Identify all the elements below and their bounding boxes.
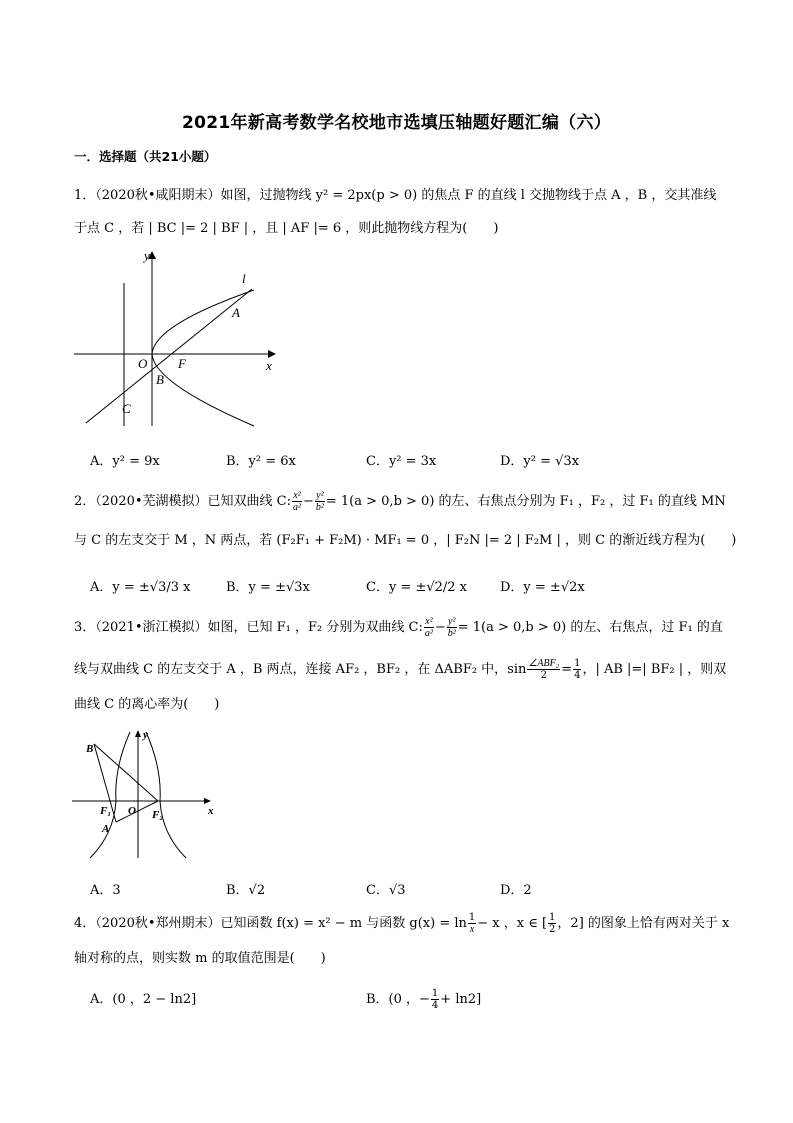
q3-label-x: x: [208, 805, 214, 817]
q3-minus: −: [434, 620, 446, 635]
page-title: 2021年新高考数学名校地市选填压轴题好题汇编（六）: [181, 113, 612, 133]
section-heading: 一．选择题（共21小题）: [74, 149, 217, 164]
q3-label-F2: F₂: [152, 809, 164, 821]
q1-label-F: F: [178, 356, 186, 371]
q3-equals: =: [561, 662, 573, 677]
q1-label-B: B: [156, 372, 164, 387]
q1-option-c[interactable]: C．y² = 3x: [366, 454, 437, 469]
q3-text-line1: [74, 616, 723, 639]
q2-text-line1: [74, 490, 726, 513]
q3-text-line3: 曲线 C 的离心率为( ): [74, 697, 220, 712]
q2-text-line1-b: = 1(a > 0,b > 0) 的左、右焦点分别为 F₁ ，F₂ ，过 F₁ 的直线 MN: [325, 494, 726, 509]
q1-label-l: l: [242, 271, 246, 286]
q2-option-a[interactable]: A．y = ±√3/3 x: [90, 580, 191, 595]
q2-fraction-y2-b2: $\frac{\text{y²}}{\text{b²}}$: [315, 490, 324, 513]
q4-text-line1-c: ，2] 的图象上恰有两对关于 x: [557, 916, 730, 931]
q4-text-line2: 轴对称的点，则实数 m 的取值范围是( ): [74, 951, 326, 966]
q3-option-b[interactable]: B．√2: [226, 883, 266, 898]
q3-label-F1: F₁: [100, 805, 112, 817]
q4-option-b[interactable]: B．(0 ，− $\frac{1}{4}$ + ln2]: [366, 988, 482, 1011]
q3-text-line1-b: = 1(a > 0,b > 0) 的左、右焦点，过 F₁ 的直: [457, 620, 723, 635]
q1-option-a[interactable]: A．y² = 9x: [90, 454, 160, 469]
q2-option-b[interactable]: B．y = ±√3x: [226, 580, 310, 595]
q4-text-line1-b: − x ，x ∈ [: [477, 916, 548, 931]
q1-option-d[interactable]: D．y² = √3x: [500, 454, 580, 469]
q3-option-c[interactable]: C．√3: [366, 883, 406, 898]
q4-fraction-quarter: $\frac{1}{4}$: [431, 988, 439, 1011]
q3-text-line2-b: ，| AB |=| BF₂ | ，则双: [582, 662, 727, 677]
q1-label-y: y: [144, 248, 150, 263]
q2-option-c[interactable]: C．y = ±√2/2 x: [366, 580, 468, 595]
q1-option-b[interactable]: B．y² = 6x: [226, 454, 296, 469]
q3-fraction-x2-a2: $\frac{\text{x²}}{\text{a²}}$: [424, 616, 433, 639]
q2-text-line1-a: 2．（2020•芜湖模拟）已知双曲线 C:: [74, 494, 291, 509]
q1-label-A: A: [232, 305, 240, 320]
q4-fraction-half: $\frac{1}{2}$: [549, 912, 556, 935]
q3-option-d[interactable]: D．2: [500, 883, 532, 898]
q3-text-line2-a: 线与双曲线 C 的左支交于 A ，B 两点，连接 AF₂ ，BF₂ ，在 ΔABF₂ 中，sin: [74, 662, 527, 677]
q1-parabola-figure: [70, 243, 280, 428]
q2-fraction-x2-a2: $\frac{\text{x²}}{\text{a²}}$: [292, 490, 301, 513]
q3-fraction-angle: $\frac{\text{∠ABF₂}}{2}$: [528, 658, 560, 681]
q1-text-line1: 1．（2020秋•咸阳期末）如图，过抛物线 y² = 2px(p > 0) 的焦点 F 的直线 l 交抛物线于点 A ，B ，交其准线: [74, 188, 717, 203]
q3-label-y: y: [143, 729, 148, 741]
q4-fraction-1-x: $\frac{1}{x}$: [468, 912, 476, 935]
q4-option-a[interactable]: A．(0 ，2 − ln2]: [90, 992, 197, 1007]
q4-text-line1: [74, 912, 729, 935]
q1-text-line2: 于点 C ，若 | BC |= 2 | BF | ，且 | AF |= 6 ，则此抛物线方程为( ): [74, 221, 499, 236]
q3-fraction-y2-b2: $\frac{\text{y²}}{\text{b²}}$: [447, 616, 456, 639]
q3-label-O: O: [128, 805, 136, 817]
q3-hyperbola-figure: [70, 728, 220, 860]
q2-text-line2: 与 C 的左支交于 M ，N 两点，若 (F₂F₁ + F₂M) · MF₁ = 0 ，| F₂N |= 2 | F₂M | ，则 C 的渐近线方程为( ): [74, 533, 737, 548]
q3-option-a[interactable]: A．3: [90, 883, 121, 898]
q2-option-d[interactable]: D．y = ±√2x: [500, 580, 585, 595]
q2-minus: −: [302, 494, 314, 509]
q1-label-x: x: [266, 358, 272, 373]
q1-label-C: C: [122, 401, 131, 416]
q4-text-line1-a: 4．（2020秋•郑州期末）已知函数 f(x) = x² − m 与函数 g(x) = ln: [74, 916, 467, 931]
q3-label-A: A: [102, 823, 110, 835]
q3-label-B: B: [86, 743, 94, 755]
q3-fraction-quarter: $\frac{1}{4}$: [574, 658, 581, 681]
q1-label-O: O: [138, 356, 148, 371]
q3-text-line1-a: 3．（2021•浙江模拟）如图，已知 F₁ ，F₂ 分别为双曲线 C:: [74, 620, 423, 635]
q3-text-line2: [74, 658, 726, 681]
